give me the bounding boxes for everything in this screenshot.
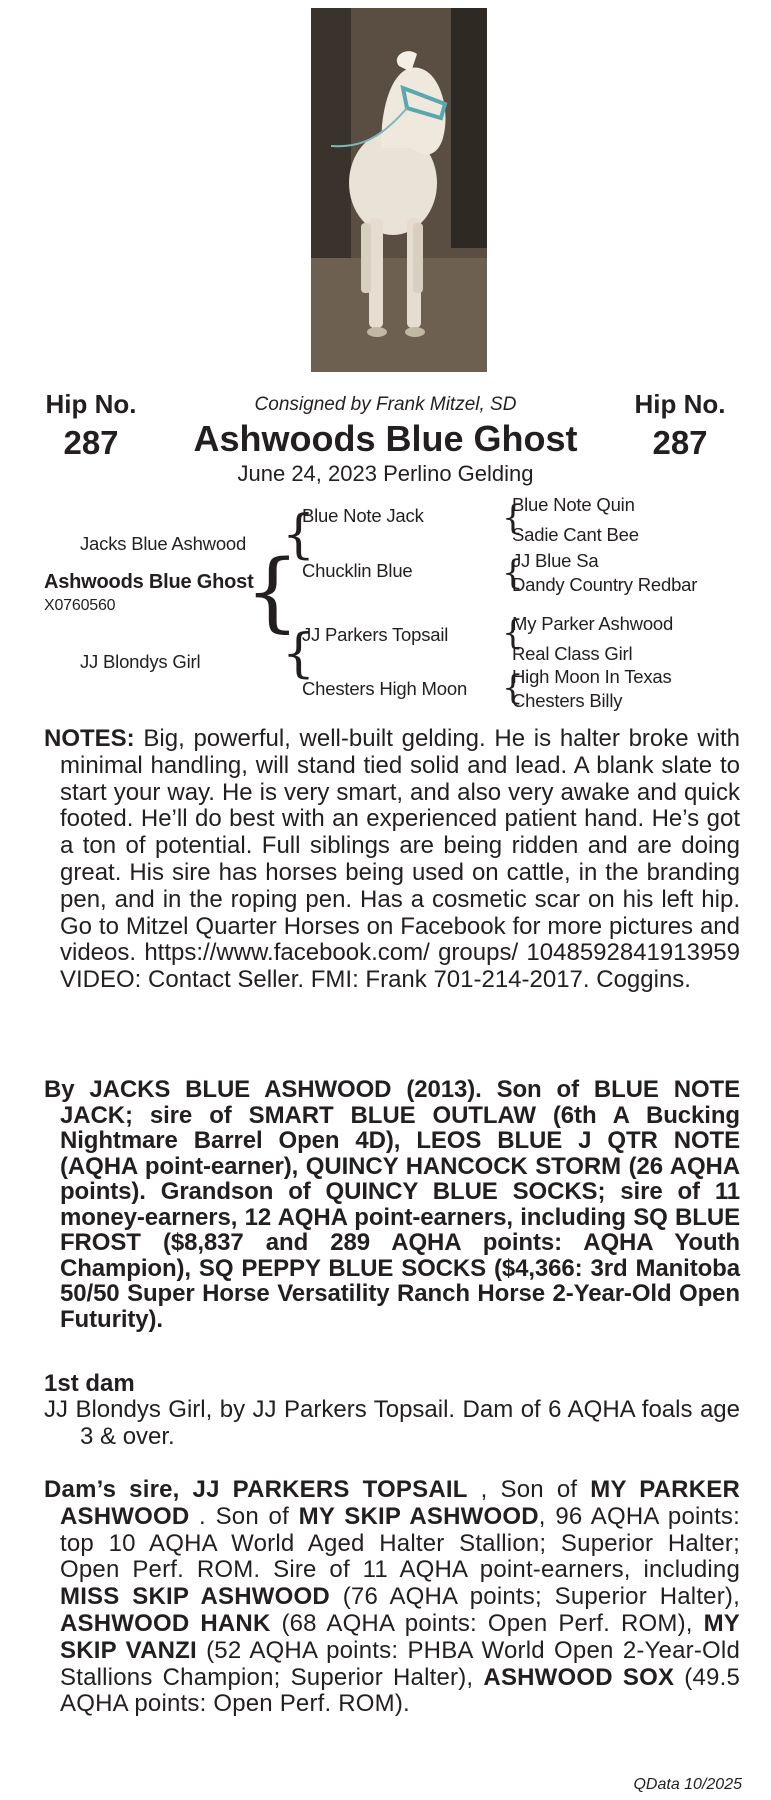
pedigree-g3-6: Real Class Girl: [512, 643, 633, 664]
dams-sire-text-2: . Son of: [189, 1502, 299, 1530]
dams-sire-bold-2: MY SKIP ASHWOOD: [298, 1502, 539, 1530]
hip-value-left: 287: [63, 424, 119, 461]
pedigree-sire-sire: Blue Note Jack: [302, 505, 424, 526]
dams-sire-bold-3: MISS SKIP ASHWOOD: [60, 1583, 330, 1611]
hip-label-left: Hip No.: [45, 389, 137, 419]
hip-value-right: 287: [652, 424, 708, 461]
first-dam-heading: 1st dam: [44, 1370, 135, 1397]
first-dam-text: JJ Blondys Girl, by JJ Parkers Topsail. Dam of 6 AQHA foals age 3 & over.: [44, 1396, 740, 1450]
pedigree-dam-sire: JJ Parkers Topsail: [302, 624, 449, 645]
pedigree-dam-dam: Chesters High Moon: [302, 678, 468, 699]
dams-sire-paragraph: [44, 1477, 740, 1718]
pedigree-sire: Jacks Blue Ashwood: [80, 533, 247, 554]
dams-sire-bold-5: MY SKIP VANZI: [60, 1609, 740, 1664]
pedigree-g3-5: My Parker Ashwood: [512, 613, 674, 634]
pedigree-dam: JJ Blondys Girl: [80, 651, 201, 672]
hip-label-right: Hip No.: [634, 389, 726, 419]
foaling-info: June 24, 2023 Perlino Gelding: [237, 461, 534, 486]
dams-sire-bold-4: ASHWOOD HANK: [60, 1609, 271, 1637]
pedigree-g3-8: Chesters Billy: [512, 690, 623, 711]
pedigree-g3-2: Sadie Cant Bee: [512, 524, 639, 545]
pedigree-subject: Ashwoods Blue Ghost: [44, 571, 254, 593]
brace-g3-4: {: [502, 668, 524, 708]
dams-sire-text-1: , Son of: [467, 1476, 591, 1503]
brace-dam: {: [282, 624, 316, 684]
horse-name: Ashwoods Blue Ghost: [193, 418, 578, 459]
dams-sire-lead: Dam’s sire, JJ PARKERS TOPSAIL: [44, 1476, 468, 1503]
dams-sire-text-5: (68 AQHA points: Open Perf. ROM),: [270, 1609, 704, 1637]
pedigree-registration: X0760560: [44, 597, 116, 614]
consignor: Consigned by Frank Mitzel, SD: [254, 394, 517, 415]
brace-main: {: [245, 542, 300, 642]
brace-g3-2: {: [502, 553, 524, 593]
notes-text: Big, powerful, well-built gelding. He is halter broke with minimal handling, will stand tied solid and lead. A blank slate to start your way. He is very smart, and also very awake and quick footed. He’ll do best with an experienced patient hand. He’s got a ton of potential. Full siblings are being ridden and are doing great. His sire has horses being used on cattle, in the branding pen, and in the roping pen. Has a cosmetic scar on his left hip. Go to Mitzel Quarter Horses on Facebook for more pictures and videos. https://www.facebook.com/ groups/ 1048592841913959 VIDEO: Contact Seller. FMI: Frank 701-214-2017. Coggins.: [60, 725, 740, 994]
dams-sire-text-4: (76 AQHA points; Superior Halter),: [329, 1583, 740, 1611]
dams-sire-text-6: (52 AQHA points: PHBA World Open 2-Year-Old Stallions Champion; Superior Halter),: [60, 1636, 740, 1691]
brace-g3-1: {: [502, 498, 524, 538]
notes-paragraph: [44, 726, 740, 994]
dams-sire-text-3: , 96 AQHA points: top 10 AQHA World Aged Halter Stallion; Superior Halter; Open Perf. ROM. Sire of 11 AQHA point-earners, including: [60, 1502, 741, 1584]
brace-sire: {: [282, 505, 316, 565]
pedigree-g3-4: Dandy Country Redbar: [512, 574, 698, 595]
footer-credit: QData 10/2025: [633, 1776, 742, 1793]
notes-label: NOTES:: [44, 725, 135, 752]
brace-g3-3: {: [502, 613, 524, 653]
pedigree-g3-1: Blue Note Quin: [512, 494, 635, 515]
sire-paragraph: By JACKS BLUE ASHWOOD (2013). Son of BLUE NOTE JACK; sire of SMART BLUE OUTLAW (6th A Bucking Nightmare Barrel Open 4D), LEOS BLUE J QTR NOTE (AQHA point-earner), QUINCY HANCOCK STORM (26 AQHA points). Grandson of QUINCY BLUE SOCKS; sire of 11 money-earners, 12 AQHA point-earners, including SQ BLUE FROST ($8,837 and 289 AQHA points: AQHA Youth Champion), SQ PEPPY BLUE SOCKS ($4,366: 3rd Manitoba 50/50 Super Horse Versatility Ranch Horse 2-Year-Old Open Futurity).: [44, 1076, 740, 1333]
dams-sire-text-7: (49.5 AQHA points: Open Perf. ROM).: [60, 1663, 740, 1718]
dams-sire-bold-6: ASHWOOD SOX: [483, 1663, 675, 1691]
pedigree-sire-dam: Chucklin Blue: [302, 560, 413, 581]
dams-sire-bold-1: MY PARKER ASHWOOD: [60, 1476, 740, 1530]
pedigree-g3-3: JJ Blue Sa: [512, 550, 599, 571]
horse-photo: [311, 8, 487, 372]
pedigree-g3-7: High Moon In Texas: [512, 666, 672, 687]
